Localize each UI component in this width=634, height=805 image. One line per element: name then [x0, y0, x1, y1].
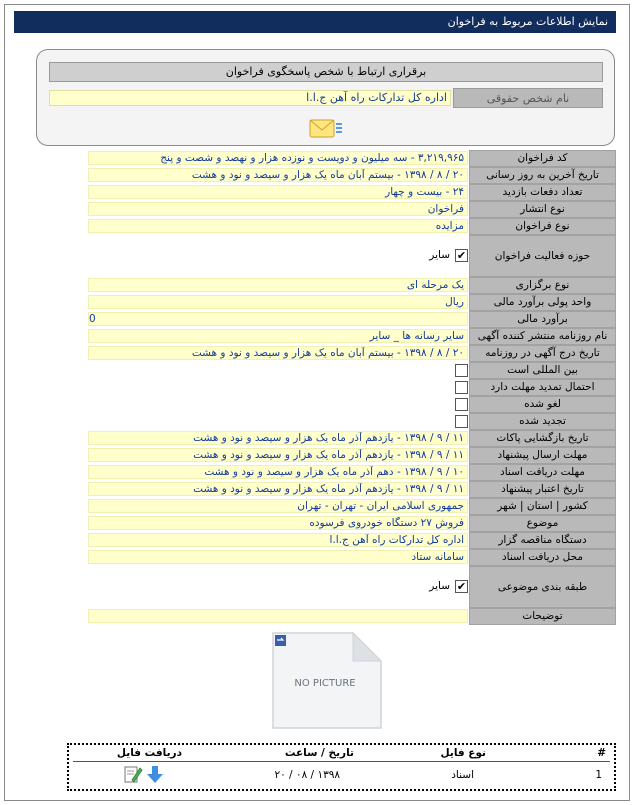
no-picture-image: [271, 631, 383, 730]
mail-icon[interactable]: [308, 116, 344, 142]
contact-panel: [36, 49, 615, 146]
file-type: اسناد: [451, 769, 474, 781]
field-row-organization: [0, 532, 634, 549]
field-value: 0: [88, 312, 468, 326]
field-value: [88, 609, 468, 623]
field-row-extension: [0, 379, 634, 396]
field-row-cancelled: [0, 396, 634, 413]
file-date: ۱۳۹۸ / ۰۸ / ۲۰: [274, 769, 340, 781]
field-row-estimate: [0, 311, 634, 328]
field-row-last-update: [0, 167, 634, 184]
field-row-call-type: [0, 218, 634, 235]
field-label: نوع انتشار: [469, 201, 616, 218]
field-value: یک مرحله ای: [88, 278, 468, 292]
field-row-classification: [0, 566, 634, 608]
field-label: مهلت دریافت اسناد: [469, 464, 616, 481]
field-row-subject: [0, 515, 634, 532]
field-value: جمهوری اسلامی ایران - تهران - تهران: [88, 499, 468, 513]
field-label: تعداد دفعات بازدید: [469, 184, 616, 201]
checkbox-label: سایر: [429, 249, 450, 261]
field-value: مزایده: [88, 219, 468, 233]
field-label: مهلت ارسال پیشنهاد: [469, 447, 616, 464]
field-label: طبقه بندی موضوعی: [469, 566, 616, 608]
field-row-holding-type: [0, 277, 634, 294]
field-row-international: [0, 362, 634, 379]
field-value: ۱۰ / ۹ / ۱۳۹۸ - دهم آذر ماه یک هزار و سیصد و نود و هشت: [88, 465, 468, 479]
field-label: نام روزنامه منتشر کننده آگهی: [469, 328, 616, 345]
field-value: ۲۴ - بیست و چهار: [88, 185, 468, 199]
field-label: لغو شده: [469, 396, 616, 413]
no-picture-text: NO PICTURE: [294, 678, 356, 689]
renewed-checkbox[interactable]: [455, 415, 468, 428]
field-value: فراخوان: [88, 202, 468, 216]
field-row-location: [0, 498, 634, 515]
field-row-opening-date: [0, 430, 634, 447]
field-label: نوع برگزاری: [469, 277, 616, 294]
field-label: توضیحات: [469, 608, 616, 625]
file-index: 1: [595, 769, 602, 781]
field-label: دستگاه مناقصه گزار: [469, 532, 616, 549]
field-value: اداره کل تدارکات راه آهن ج.ا.ا: [88, 533, 468, 547]
field-row-publish-type: [0, 201, 634, 218]
field-label: موضوع: [469, 515, 616, 532]
international-checkbox[interactable]: [455, 364, 468, 377]
field-row-newspaper: [0, 328, 634, 345]
files-header-date: تاریخ / ساعت: [284, 747, 354, 759]
files-header-index: #: [597, 747, 606, 759]
field-value: ۲۰ / ۸ / ۱۳۹۸ - بیستم آبان ماه یک هزار و سیصد و نود و هشت: [88, 346, 468, 360]
field-row-docs-place: [0, 549, 634, 566]
contact-value: اداره کل تدارکات راه آهن ج.ا.ا: [49, 90, 451, 106]
field-row-docs-deadline: [0, 464, 634, 481]
contact-header: برقراری ارتباط با شخص پاسخگوی فراخوان: [49, 62, 603, 82]
field-value: ۱۱ / ۹ / ۱۳۹۸ - یازدهم آذر ماه یک هزار و سیصد و نود و هشت: [88, 431, 468, 445]
download-icon[interactable]: [145, 764, 165, 784]
edit-document-icon[interactable]: [123, 764, 143, 784]
field-row-currency: [0, 294, 634, 311]
activity-area-checkbox[interactable]: ✔: [456, 249, 467, 262]
classification-checkbox[interactable]: ✔: [456, 580, 467, 593]
field-label: تجدید شده: [469, 413, 616, 430]
field-row-description: [0, 608, 634, 625]
field-value: ریال: [88, 295, 468, 309]
field-value: ۱۱ / ۹ / ۱۳۹۸ - یازدهم آذر ماه یک هزار و سیصد و نود و هشت: [88, 448, 468, 462]
field-label: تاریخ بازگشایی پاکات: [469, 430, 616, 447]
field-label: محل دریافت اسناد: [469, 549, 616, 566]
window-title: نمایش اطلاعات مربوط به فراخوان: [14, 11, 616, 33]
field-row-visits: [0, 184, 634, 201]
field-row-renewed: [0, 413, 634, 430]
files-header-download: دریافت فایل: [116, 747, 182, 759]
field-label: تاریخ آخرین به روز رسانی: [469, 167, 616, 184]
field-label: نوع فراخوان: [469, 218, 616, 235]
files-table: [67, 743, 616, 791]
checkbox-label: سایر: [429, 580, 450, 592]
field-label: کد فراخوان: [469, 150, 616, 167]
field-label: کشور | استان | شهر: [469, 498, 616, 515]
field-label: بین المللی است: [469, 362, 616, 379]
extension-checkbox[interactable]: [455, 381, 468, 394]
files-header-divider: [73, 761, 610, 762]
field-value: ۲۰ / ۸ / ۱۳۹۸ - بیستم آبان ماه یک هزار و سیصد و نود و هشت: [88, 168, 468, 182]
field-label: احتمال تمدید مهلت دارد: [469, 379, 616, 396]
field-row-ad-date: [0, 345, 634, 362]
cancelled-checkbox[interactable]: [455, 398, 468, 411]
field-label: تاریخ اعتبار پیشنهاد: [469, 481, 616, 498]
field-label: حوزه فعالیت فراخوان: [469, 235, 616, 277]
field-row-code: [0, 150, 634, 167]
field-value: ۱۱ / ۹ / ۱۳۹۸ - یازدهم آذر ماه یک هزار و سیصد و نود و هشت: [88, 482, 468, 496]
files-header-type: نوع فایل: [440, 747, 486, 759]
field-row-validity-date: [0, 481, 634, 498]
field-value: فروش ۲۷ دستگاه خودروی فرسوده: [88, 516, 468, 530]
field-label: تاریخ درج آگهی در روزنامه: [469, 345, 616, 362]
field-row-submission-deadline: [0, 447, 634, 464]
field-label: برآورد مالی: [469, 311, 616, 328]
field-label: واحد پولی برآورد مالی: [469, 294, 616, 311]
field-value: ۳,۲۱۹,۹۶۵ - سه میلیون و دویست و نوزده هزار و نهصد و شصت و پنج: [88, 151, 468, 165]
contact-label: نام شخص حقوقی: [453, 88, 603, 108]
contact-row: [49, 88, 603, 108]
field-row-activity-area: [0, 235, 634, 277]
field-value: سامانه ستاد: [88, 550, 468, 564]
field-value: سایر رسانه ها _ سایر: [88, 329, 468, 343]
